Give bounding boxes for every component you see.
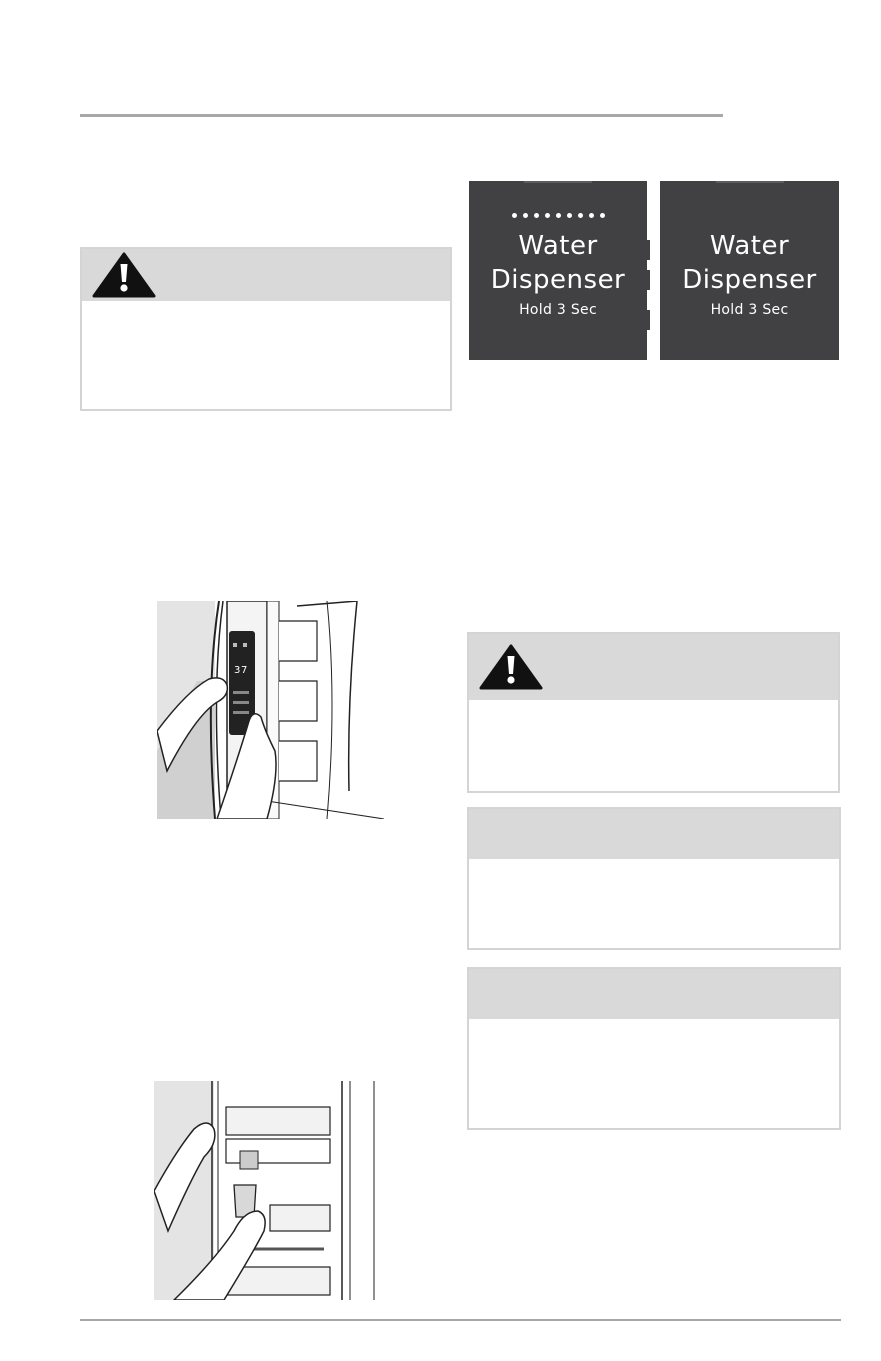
svg-text:7: 7 [241,665,248,676]
indicator-dot [578,213,583,218]
button-connector [647,270,650,290]
button-line-1: Water [518,231,598,261]
button-connector [647,240,650,260]
header-rule [80,114,723,117]
warning-triangle-icon [479,644,543,690]
indicator-dot [567,213,572,218]
footer-rule [80,1319,841,1321]
indicator-dot [556,213,561,218]
refrigerator-water-dispenser-illustration [154,1081,380,1300]
button-top-tab [716,181,784,183]
button-hold-hint: Hold 3 Sec [519,302,597,318]
warning-triangle-icon [92,252,156,298]
indicator-dot [512,213,517,218]
button-connector [647,310,650,330]
button-line-1: Water [709,231,790,261]
indicator-dot [600,213,605,218]
warning-box [467,632,840,793]
button-hold-hint: Hold 3 Sec [710,302,789,318]
button-line-2: Dispenser [682,265,817,295]
notice-box [467,807,841,950]
notice-box-header [469,969,839,1019]
water-dispenser-button[interactable] [660,181,839,360]
warning-box [80,247,452,411]
button-line-2: Dispenser [490,265,626,295]
active-indicator-dots [469,205,647,217]
indicator-dot [589,213,594,218]
refrigerator-control-panel-illustration [157,601,384,819]
notice-box-header [469,809,839,859]
water-dispenser-button-active[interactable] [469,181,647,360]
indicator-dot [523,213,528,218]
indicator-dot [545,213,550,218]
svg-text:3: 3 [234,665,241,676]
button-top-tab [524,181,592,183]
indicator-dot [534,213,539,218]
notice-box [467,967,841,1130]
